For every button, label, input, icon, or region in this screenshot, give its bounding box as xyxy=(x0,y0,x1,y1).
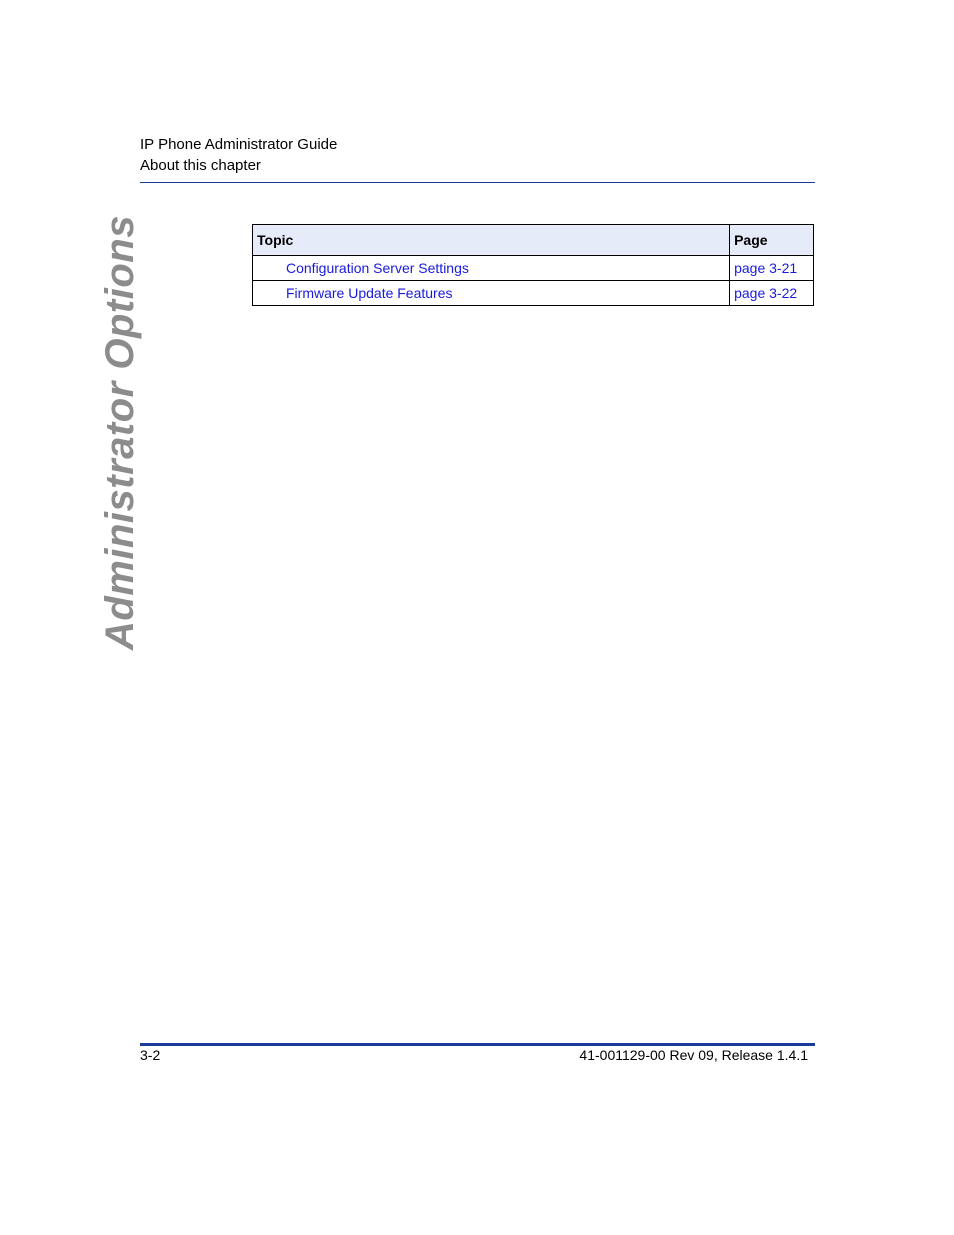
table-row xyxy=(253,256,814,281)
column-header-page: Page xyxy=(730,225,814,256)
running-header xyxy=(140,134,815,176)
chapter-side-title: Administrator Options xyxy=(98,215,142,650)
topic-table xyxy=(252,224,814,306)
page-cell xyxy=(730,256,814,281)
document-id: 41-001129-00 Rev 09, Release 1.4.1 xyxy=(579,1047,808,1063)
guide-title: IP Phone Administrator Guide xyxy=(140,136,338,153)
footer-divider xyxy=(140,1043,815,1046)
table-row xyxy=(253,281,814,306)
table-header-row xyxy=(253,225,814,256)
topic-cell xyxy=(253,281,730,306)
page-link-3-22[interactable]: page 3-22 xyxy=(734,285,798,301)
topic-link-firmware-update-features[interactable]: Firmware Update Features xyxy=(286,285,453,301)
section-title: About this chapter xyxy=(140,157,261,174)
header-divider xyxy=(140,182,815,183)
topic-cell xyxy=(253,256,730,281)
column-header-topic: Topic xyxy=(253,225,730,256)
page-cell xyxy=(730,281,814,306)
page-link-3-21[interactable]: page 3-21 xyxy=(734,260,798,276)
page-number: 3-2 xyxy=(140,1047,161,1063)
topic-link-configuration-server-settings[interactable]: Configuration Server Settings xyxy=(286,260,469,276)
